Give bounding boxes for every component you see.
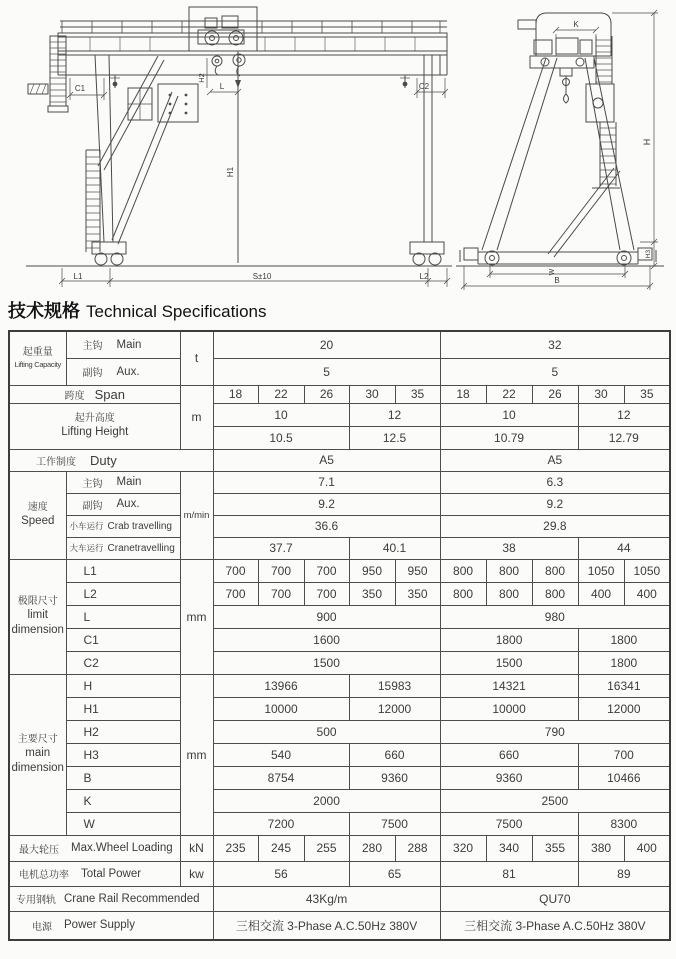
value-L2: 350 [395,582,440,605]
label-B: B [66,766,180,789]
value-speed: 6.3 [440,471,670,493]
label-duty-en: Duty [90,452,117,468]
value-C1: 1600 [213,628,440,651]
value-H1: 10000 [440,697,578,720]
label-crab-travelling [66,515,180,537]
value-span: 30 [349,385,395,403]
value-crane-rail: QU70 [440,886,670,911]
value-speed: 44 [578,537,670,559]
value-L2: 350 [349,582,395,605]
value-L1: 700 [304,559,349,582]
value-L2: 800 [532,582,578,605]
value-wheel-loading: 380 [578,835,624,861]
value-span: 35 [624,385,670,403]
label-C1: C1 [66,628,180,651]
value-B: 9360 [440,766,578,789]
label-power-supply-en: Power Supply [64,919,135,932]
label-span-en: Span [94,386,125,402]
label-crane-travelling-cn: 大车运行 [69,543,104,553]
value-H: 13966 [213,674,349,697]
value-span: 35 [395,385,440,403]
value-speed: 40.1 [349,537,440,559]
table-row [9,358,670,385]
value-H2: 790 [440,720,670,743]
label-max-wheel-loading-en: Max.Wheel Loading [71,842,173,854]
label-span-cn: 跨度 [64,390,85,402]
value-lift-height: 12.79 [578,426,670,449]
label-K: K [66,789,180,812]
table-row [9,911,670,940]
label-limit-dimension [9,559,66,674]
value-lift-height: 10 [213,403,349,426]
value-L1: 700 [258,559,304,582]
table-row [9,674,670,697]
label-main-dimension [9,674,66,835]
label-lifting-capacity-cn: 起重量 [22,347,53,359]
value-duty: A5 [440,449,670,471]
dim-label-l1: L1 [73,272,83,281]
value-H: 14321 [440,674,578,697]
dim-label-k: K [573,20,579,29]
table-row [9,605,670,628]
table-row [9,886,670,911]
value-speed: 7.1 [213,471,440,493]
value-lift-height: 12 [578,403,670,426]
value-lift-height: 10.79 [440,426,578,449]
unit-m: m [180,385,213,449]
value-H3: 700 [578,743,670,766]
table-row [9,515,670,537]
value-H3: 660 [440,743,578,766]
label-aux-hook-en: Aux. [116,365,140,378]
table-row [9,651,670,674]
table-row [9,835,670,861]
label-main-dimension-cn: 主要尺寸 [17,733,58,745]
dim-label-c2: C2 [418,82,430,91]
value-capacity-aux-20: 5 [213,358,440,385]
dim-label-l2: L2 [419,272,429,281]
value-lift-height: 10.5 [213,426,349,449]
label-L2: L2 [66,582,180,605]
value-W: 8300 [578,812,670,835]
label-W: W [66,812,180,835]
value-power-supply: 三相交流 3-Phase A.C.50Hz 380V [213,911,440,940]
table-row [9,385,670,403]
value-total-power: 56 [213,861,349,886]
value-speed: 38 [440,537,578,559]
spec-table [8,330,671,941]
value-speed: 36.6 [213,515,440,537]
value-span: 26 [304,385,349,403]
value-L1: 700 [213,559,258,582]
unit-kw: kw [180,861,213,886]
value-wheel-loading: 355 [532,835,578,861]
value-H1: 12000 [578,697,670,720]
label-limit-dimension-en2: dimension [11,623,64,636]
table-row [9,449,670,471]
table-row [9,789,670,812]
value-total-power: 65 [349,861,440,886]
value-crane-rail: 43Kg/m [213,886,440,911]
label-H3: H3 [66,743,180,766]
value-B: 9360 [349,766,440,789]
label-duty-cn: 工作制度 [36,456,76,468]
value-power-supply: 三相交流 3-Phase A.C.50Hz 380V [440,911,670,940]
value-K: 2000 [213,789,440,812]
value-W: 7500 [440,812,578,835]
value-wheel-loading: 255 [304,835,349,861]
value-wheel-loading: 280 [349,835,395,861]
label-speed-en: Speed [21,515,55,528]
value-L1: 800 [440,559,486,582]
value-L1: 1050 [578,559,624,582]
value-C2: 1500 [213,651,440,674]
label-C2: C2 [66,651,180,674]
value-lift-height: 12 [349,403,440,426]
label-crane-travelling-en: Cranetravelling [107,542,175,554]
value-L1: 800 [486,559,532,582]
unit-m-min: m/min [180,471,213,559]
value-L1: 950 [349,559,395,582]
value-span: 22 [486,385,532,403]
value-L1: 800 [532,559,578,582]
value-L2: 700 [213,582,258,605]
value-speed: 37.7 [213,537,349,559]
table-row [9,537,670,559]
label-speed-main-cn: 主钩 [82,478,103,490]
label-power-supply [9,911,213,940]
label-lifting-height [9,403,180,449]
label-lifting-capacity-en: Lifting Capacity [14,359,61,369]
label-main-hook-en: Main [116,338,142,351]
value-wheel-loading: 235 [213,835,258,861]
label-speed-cn: 速度 [27,501,48,513]
value-capacity-aux-32: 5 [440,358,670,385]
dim-label-h3: H3 [645,249,652,259]
value-lift-height: 12.5 [349,426,440,449]
value-C1: 1800 [440,628,578,651]
label-main-hook-cn: 主钩 [82,341,103,353]
label-H1: H1 [66,697,180,720]
label-aux-hook-cn: 副钩 [82,368,103,379]
dim-label-h2: H2 [197,73,206,83]
label-L1: L1 [66,559,180,582]
label-H: H [66,674,180,697]
label-power-supply-cn: 电源 [32,921,52,933]
value-H1: 10000 [213,697,349,720]
value-L: 900 [213,605,440,628]
table-row [9,812,670,835]
label-speed-aux-cn: 副钩 [82,500,103,512]
unit-mm-limit: mm [180,559,213,674]
label-lifting-capacity [9,331,66,385]
value-lift-height: 10 [440,403,578,426]
value-wheel-loading: 245 [258,835,304,861]
label-total-power [9,861,180,886]
label-limit-dimension-en1: limit [27,609,48,622]
value-H: 16341 [578,674,670,697]
value-W: 7200 [213,812,349,835]
label-speed-aux [66,493,180,515]
label-main-dimension-en1: main [25,747,51,760]
value-total-power: 89 [578,861,670,886]
table-row [9,582,670,605]
dim-label-h: H [642,138,652,146]
label-crane-rail-en: Crane Rail Recommended [64,892,200,905]
value-speed: 29.8 [440,515,670,537]
value-L: 980 [440,605,670,628]
label-duty [9,449,213,471]
table-row [9,743,670,766]
label-main-hook [66,331,180,358]
label-speed [9,471,66,559]
unit-t: t [180,331,213,385]
value-capacity-main-20: 20 [213,331,440,358]
label-speed-main-en: Main [116,476,142,488]
label-crane-rail [9,886,213,911]
label-crane-travelling [66,537,180,559]
label-max-wheel-loading [9,835,180,861]
table-row [9,471,670,493]
dim-label-c1: C1 [74,84,86,93]
value-H1: 12000 [349,697,440,720]
label-crane-rail-cn: 专用钢轨 [16,895,56,906]
dim-label-b: B [554,276,560,285]
label-span [9,385,180,403]
value-W: 7500 [349,812,440,835]
value-L2: 700 [258,582,304,605]
value-L2: 400 [578,582,624,605]
table-row [9,493,670,515]
label-H2: H2 [66,720,180,743]
value-L2: 400 [624,582,670,605]
table-row [9,720,670,743]
dim-label-l: L [219,82,225,91]
value-span: 26 [532,385,578,403]
value-H: 15983 [349,674,440,697]
table-row [9,331,670,358]
value-C2: 1800 [578,651,670,674]
unit-mm-main: mm [180,674,213,835]
value-C2: 1500 [440,651,578,674]
front-view-drawing [26,7,452,287]
label-aux-hook [66,358,180,385]
label-total-power-en: Total Power [81,867,142,880]
table-row [9,697,670,720]
label-L: L [66,605,180,628]
table-row [9,403,670,426]
value-B: 10466 [578,766,670,789]
value-L2: 700 [304,582,349,605]
value-L1: 950 [395,559,440,582]
value-K: 2500 [440,789,670,812]
label-crab-travelling-en: Crab travelling [107,520,172,532]
value-L2: 800 [486,582,532,605]
label-crab-travelling-cn: 小车运行 [69,521,104,531]
value-span: 18 [213,385,258,403]
value-speed: 9.2 [440,493,670,515]
value-H3: 540 [213,743,349,766]
value-B: 8754 [213,766,349,789]
value-wheel-loading: 340 [486,835,532,861]
label-total-power-cn: 电机总功率 [19,870,69,881]
value-H2: 500 [213,720,440,743]
value-wheel-loading: 320 [440,835,486,861]
value-wheel-loading: 288 [395,835,440,861]
page-title-cn: 技术规格 [8,301,80,321]
value-capacity-main-32: 32 [440,331,670,358]
value-span: 30 [578,385,624,403]
side-view-drawing [456,10,664,290]
value-C1: 1800 [578,628,670,651]
page-title-en: Technical Specifications [86,302,267,321]
value-span: 18 [440,385,486,403]
label-lifting-height-cn: 起升高度 [74,412,115,424]
value-H3: 660 [349,743,440,766]
dim-label-w: W [549,268,556,276]
page-title [8,297,266,323]
label-lifting-height-en: Lifting Height [61,426,129,439]
value-span: 22 [258,385,304,403]
table-row [9,861,670,886]
value-duty: A5 [213,449,440,471]
dim-label-span: S±10 [252,272,272,281]
value-L2: 800 [440,582,486,605]
label-limit-dimension-cn: 极限尺寸 [17,595,58,607]
label-main-dimension-en2: dimension [11,761,64,774]
dim-label-h1: H1 [226,166,235,178]
unit-kn: kN [180,835,213,861]
value-total-power: 81 [440,861,578,886]
table-row [9,559,670,582]
table-row [9,766,670,789]
label-speed-main [66,471,180,493]
label-speed-aux-en: Aux. [116,498,140,510]
value-wheel-loading: 400 [624,835,670,861]
gantry-crane-drawing [0,0,676,296]
table-row [9,628,670,651]
label-max-wheel-loading-cn: 最大轮压 [19,844,59,856]
value-L1: 1050 [624,559,670,582]
value-speed: 9.2 [213,493,440,515]
